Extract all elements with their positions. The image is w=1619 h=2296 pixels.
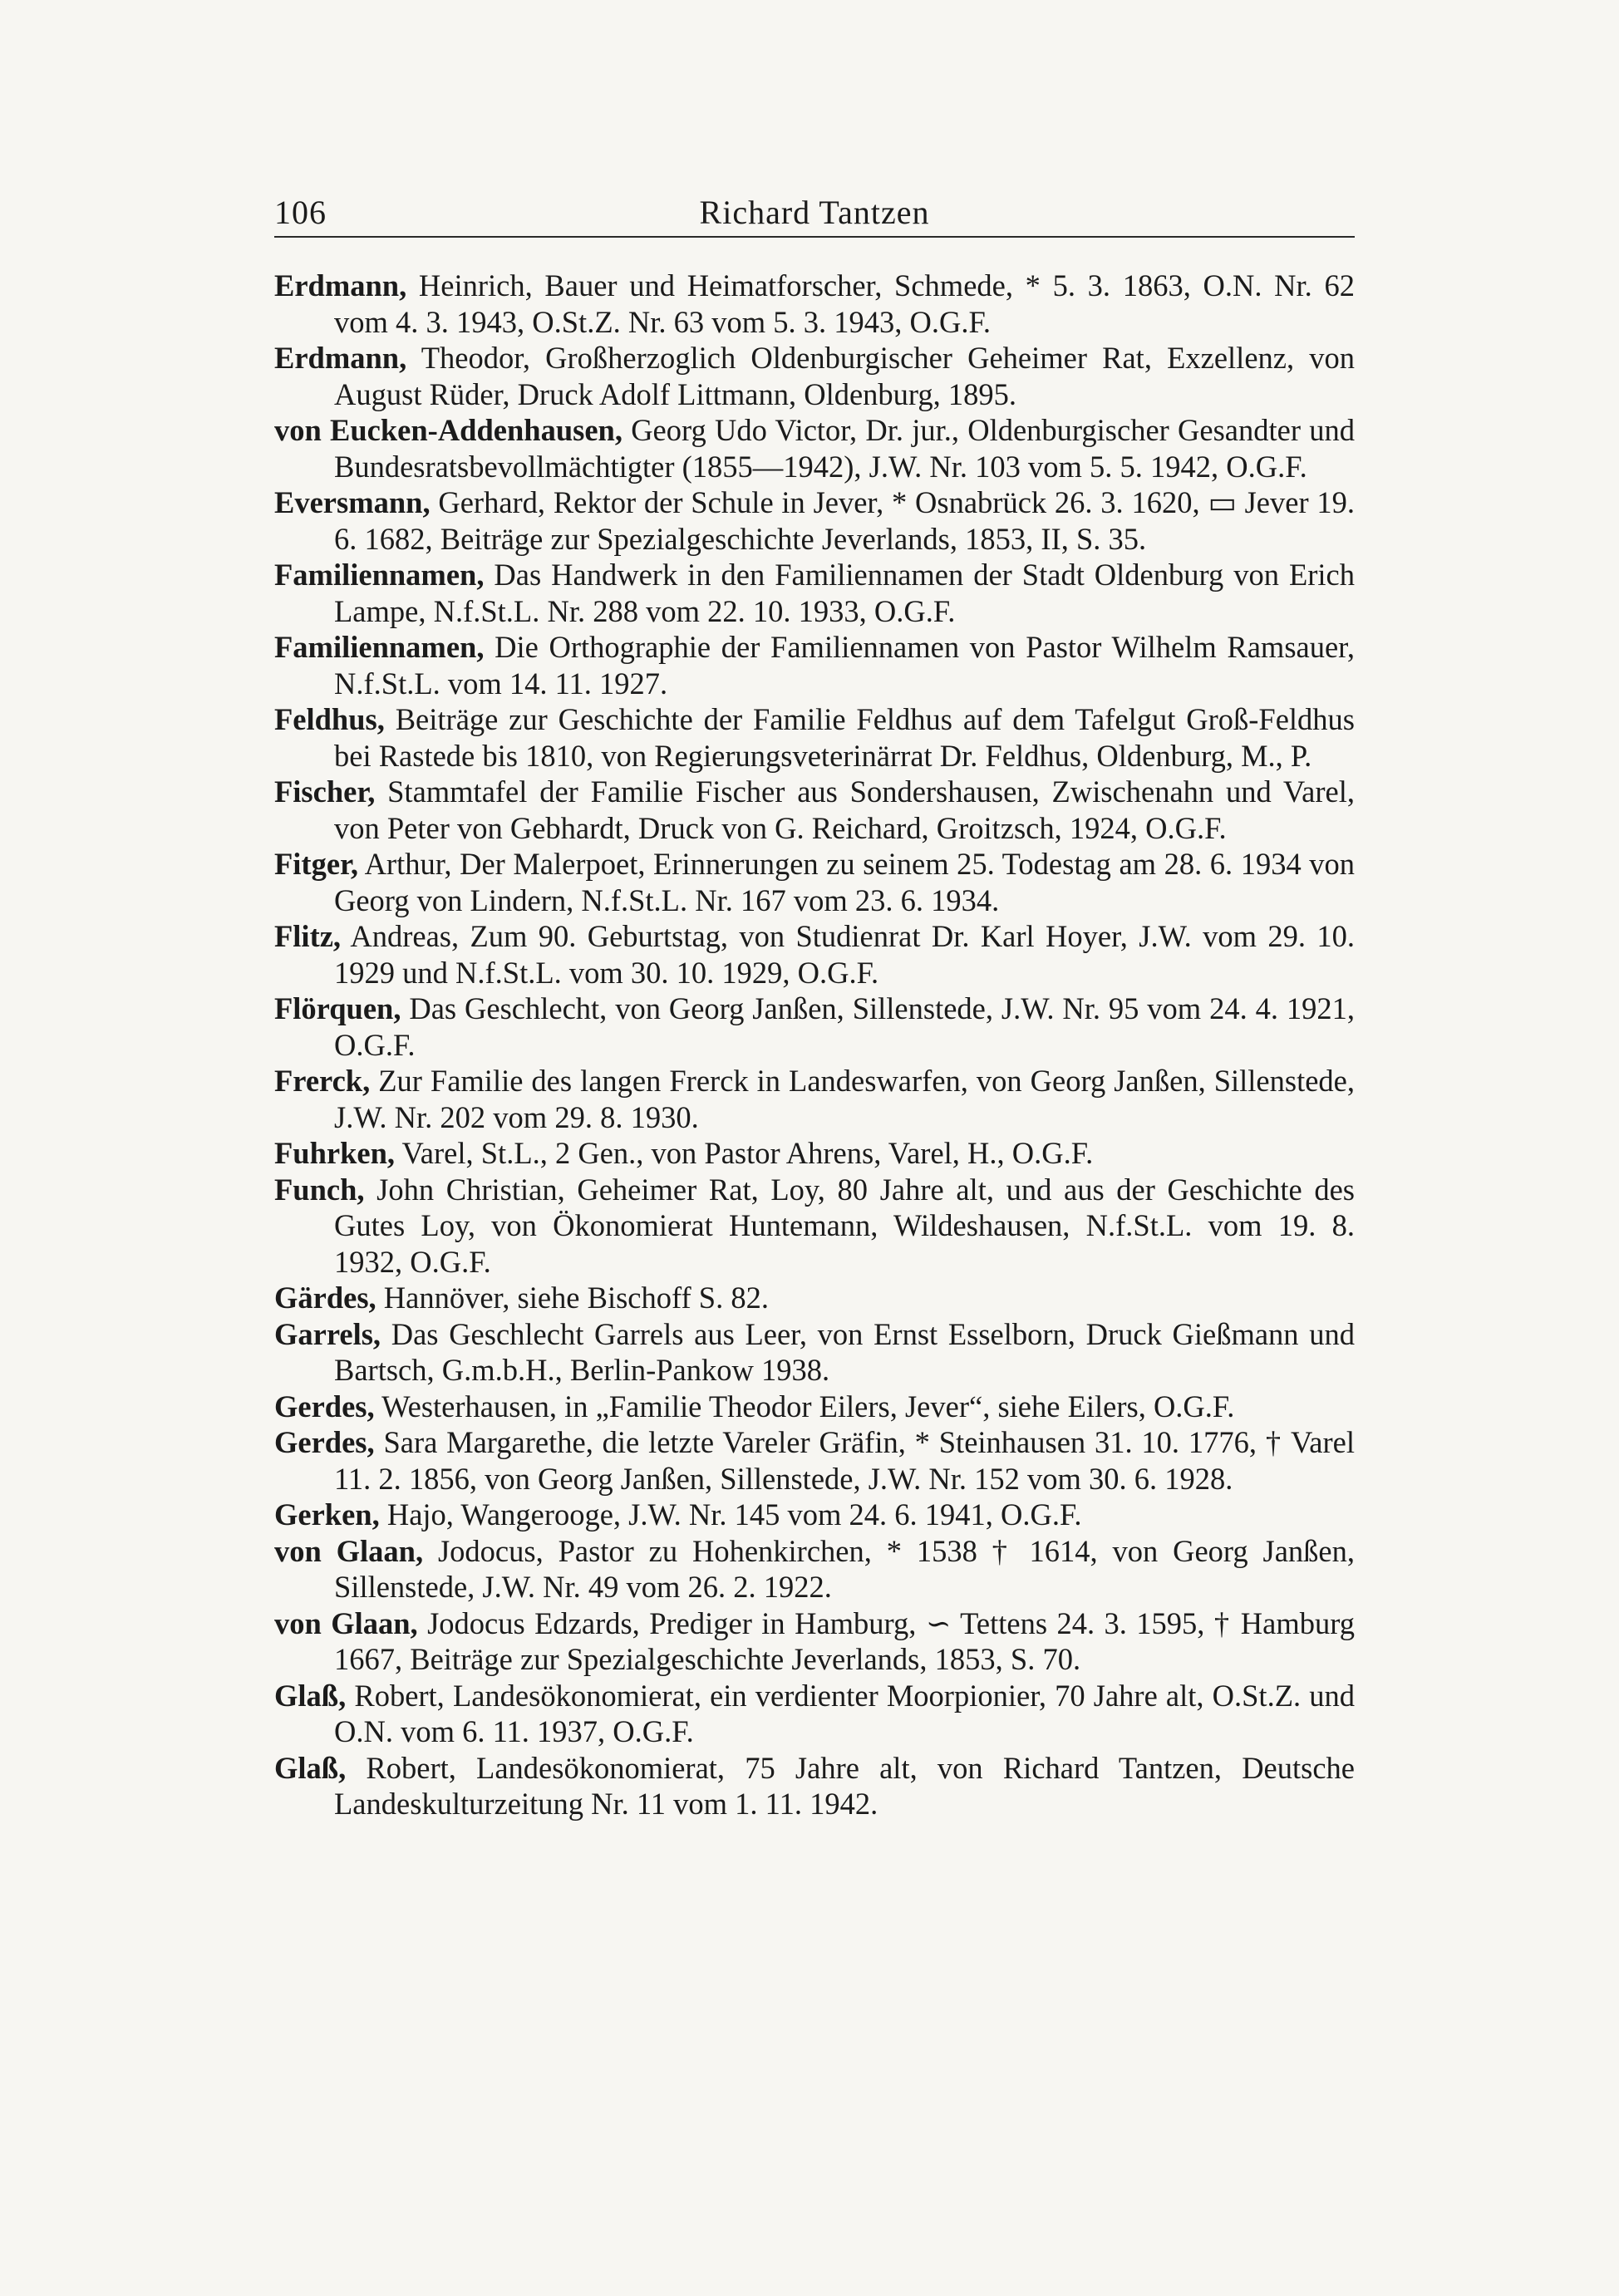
- bibliography-entry: [274, 1316, 1355, 1389]
- bibliography-entry: [274, 1605, 1355, 1678]
- entry-name: Flitz,: [274, 919, 342, 953]
- entry-text: Das Geschlecht, von Georg Janßen, Sillenstede, J.W. Nr. 95 vom 24. 4. 1921, O.G.F.: [334, 991, 1355, 1062]
- bibliography-entry: [274, 846, 1355, 918]
- entry-text: Georg Udo Victor, Dr. jur., Oldenburgischer Gesandter und Bundesratsbevollmächtigter (1855—1942), J.W. Nr. 103 vom 5. 5. 1942, O.G.F.: [334, 413, 1355, 484]
- entry-name: Gerdes,: [274, 1425, 375, 1459]
- entry-text: Heinrich, Bauer und Heimatforscher, Schmede, * 5. 3. 1863, O.N. Nr. 62 vom 4. 3. 1943, O.St.Z. Nr. 63 vom 5. 3. 1943, O.G.F.: [334, 268, 1355, 339]
- bibliography-entry: [274, 484, 1355, 557]
- entry-name: Glaß,: [274, 1750, 347, 1785]
- entry-name: Funch,: [274, 1172, 365, 1207]
- entry-text: John Christian, Geheimer Rat, Loy, 80 Jahre alt, und aus der Geschichte des Gutes Loy, von Ökonomierat Huntemann, Wildeshausen, N.f.St.L. vom 19. 8. 1932, O.G.F.: [334, 1172, 1355, 1279]
- page-number: 106: [274, 194, 327, 231]
- bibliography-entry: [274, 991, 1355, 1063]
- bibliography-entry: [274, 1750, 1355, 1822]
- entry-name: von Glaan,: [274, 1533, 424, 1568]
- bibliography-entry: [274, 1172, 1355, 1281]
- entry-text: Robert, Landesökonomierat, 75 Jahre alt, von Richard Tantzen, Deutsche Landeskulturzeitung Nr. 11 vom 1. 11. 1942.: [334, 1750, 1355, 1821]
- entry-text: Theodor, Großherzoglich Oldenburgischer Geheimer Rat, Exzellenz, von August Rüder, Druck Adolf Littmann, Oldenburg, 1895.: [334, 341, 1355, 411]
- entry-name: von Glaan,: [274, 1605, 418, 1640]
- entry-name: von Eucken-Addenhausen,: [274, 413, 623, 447]
- bibliography-entry: [274, 268, 1355, 340]
- entry-name: Glaß,: [274, 1678, 347, 1713]
- running-title: Richard Tantzen: [699, 194, 930, 231]
- header-rule: [274, 236, 1355, 238]
- entry-text: Hajo, Wangerooge, J.W. Nr. 145 vom 24. 6. 1941, O.G.F.: [379, 1497, 1082, 1531]
- entry-name: Gerdes,: [274, 1389, 375, 1423]
- entry-text: Stammtafel der Familie Fischer aus Sondershausen, Zwischenahn und Varel, von Peter von Gebhardt, Druck von G. Reichard, Groitzsch, 1924, O.G.F.: [334, 774, 1355, 845]
- bibliography-entry: [274, 1063, 1355, 1135]
- bibliography-entry: [274, 1678, 1355, 1750]
- entry-text: Arthur, Der Malerpoet, Erinnerungen zu seinem 25. Todestag am 28. 6. 1934 von Georg von Lindern, N.f.St.L. Nr. 167 vom 23. 6. 1934.: [334, 847, 1355, 917]
- bibliography-entry: [274, 629, 1355, 701]
- entry-text: Robert, Landesökonomierat, ein verdienter Moorpionier, 70 Jahre alt, O.St.Z. und O.N. vom 6. 11. 1937, O.G.F.: [334, 1678, 1355, 1748]
- entry-text: Zur Familie des langen Frerck in Landeswarfen, von Georg Janßen, Sillenstede, J.W. Nr. 202 vom 29. 8. 1930.: [334, 1064, 1355, 1134]
- entry-name: Familiennamen,: [274, 558, 485, 592]
- entry-text: Beiträge zur Geschichte der Familie Feldhus auf dem Tafelgut Groß-Feldhus bei Rastede bis 1810, von Regierungsveterinärrat Dr. Feldhus, Oldenburg, M., P.: [334, 702, 1355, 773]
- entry-name: Fuhrken,: [274, 1136, 396, 1170]
- bibliography-entry: [274, 774, 1355, 846]
- entry-text: Jodocus, Pastor zu Hohenkirchen, * 1538 † 1614, von Georg Janßen, Sillenstede, J.W. Nr. 49 vom 26. 2. 1922.: [334, 1533, 1355, 1604]
- entry-text: Varel, St.L., 2 Gen., von Pastor Ahrens, Varel, H., O.G.F.: [395, 1136, 1094, 1170]
- entry-text: Hannöver, siehe Bischoff S. 82.: [376, 1281, 769, 1315]
- entry-text: Westerhausen, in „Familie Theodor Eilers, Jever“, siehe Eilers, O.G.F.: [374, 1389, 1235, 1423]
- entry-name: Fitger,: [274, 847, 359, 881]
- bibliography-entry: [274, 1135, 1355, 1172]
- bibliography-entry: [274, 1533, 1355, 1605]
- bibliography-entry: [274, 340, 1355, 412]
- bibliography-entry: [274, 918, 1355, 991]
- entry-text: Gerhard, Rektor der Schule in Jever, * Osnabrück 26. 3. 1620, ▭ Jever 19. 6. 1682, Beiträge zur Spezialgeschichte Jeverlands, 1853, II, S. 35.: [334, 485, 1355, 556]
- page-header: [274, 184, 1355, 236]
- entry-name: Frerck,: [274, 1064, 371, 1098]
- entry-name: Gerken,: [274, 1497, 380, 1531]
- entry-name: Fischer,: [274, 774, 376, 809]
- entry-text: Jodocus Edzards, Prediger in Hamburg, ∽ Tettens 24. 3. 1595, † Hamburg 1667, Beiträge zur Spezialgeschichte Jeverlands, 1853, S. 70.: [334, 1605, 1356, 1676]
- entry-name: Gärdes,: [274, 1281, 376, 1315]
- entry-name: Garrels,: [274, 1316, 381, 1351]
- entry-name: Erdmann,: [274, 268, 407, 302]
- entry-name: Erdmann,: [274, 341, 407, 375]
- entry-name: Familiennamen,: [274, 630, 485, 664]
- bibliography-entry: [274, 557, 1355, 629]
- entry-name: Feldhus,: [274, 702, 385, 736]
- bibliography-entry: [274, 701, 1355, 774]
- entry-text: Das Geschlecht Garrels aus Leer, von Ernst Esselborn, Druck Gießmann und Bartsch, G.m.b.H., Berlin-Pankow 1938.: [334, 1316, 1355, 1387]
- entry-text: Sara Margarethe, die letzte Vareler Gräfin, * Steinhausen 31. 10. 1776, † Varel 11. 2. 1856, von Georg Janßen, Sillenstede, J.W. Nr. 152 vom 30. 6. 1928.: [334, 1425, 1355, 1496]
- bibliography-entry: [274, 1424, 1355, 1497]
- entry-text: Die Orthographie der Familiennamen von Pastor Wilhelm Ramsauer, N.f.St.L. vom 14. 11. 1927.: [334, 630, 1355, 701]
- entry-name: Eversmann,: [274, 485, 431, 519]
- bibliography-entry: [274, 412, 1355, 484]
- bibliography-entry: [274, 1497, 1355, 1533]
- bibliography-entries: [274, 268, 1355, 1822]
- entry-text: Das Handwerk in den Familiennamen der Stadt Oldenburg von Erich Lampe, N.f.St.L. Nr. 288 vom 22. 10. 1933, O.G.F.: [334, 558, 1355, 628]
- bibliography-entry: [274, 1389, 1355, 1425]
- entry-text: Andreas, Zum 90. Geburtstag, von Studienrat Dr. Karl Hoyer, J.W. vom 29. 10. 1929 und N.f.St.L. vom 30. 10. 1929, O.G.F.: [334, 919, 1355, 990]
- bibliography-entry: [274, 1280, 1355, 1316]
- entry-name: Flörquen,: [274, 991, 401, 1025]
